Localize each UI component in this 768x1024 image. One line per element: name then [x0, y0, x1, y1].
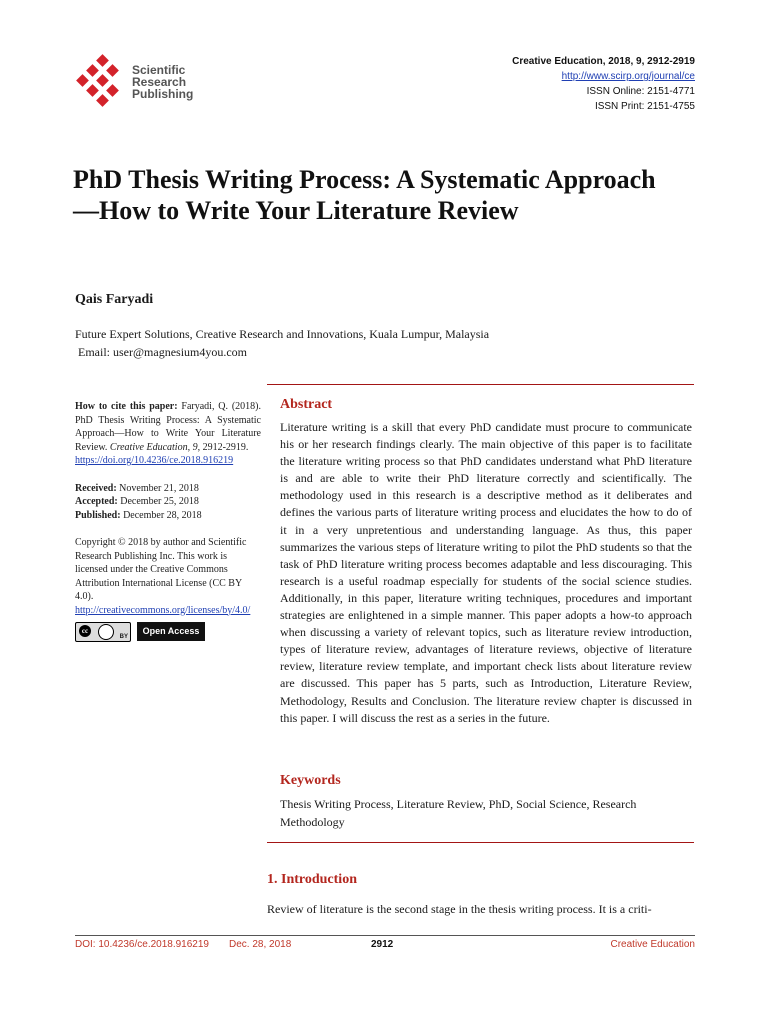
received-date: Received: November 21, 2018	[75, 482, 199, 494]
abstract-heading: Abstract	[280, 397, 333, 412]
article-sidebar	[75, 400, 261, 617]
journal-url-link[interactable]: http://www.scirp.org/journal/ce	[561, 71, 695, 82]
license-link[interactable]: http://creativecommons.org/licenses/by/4.0/	[75, 604, 251, 616]
issn-print: ISSN Print: 2151-4755	[594, 101, 695, 112]
published-date: Published: December 28, 2018	[75, 509, 202, 521]
cc-by-license-icon[interactable]: cc BY	[75, 622, 131, 642]
footer-doi: DOI: 10.4236/ce.2018.916219	[75, 939, 209, 950]
journal-info	[512, 54, 695, 114]
cite-label: How to cite this paper:	[75, 401, 178, 412]
cite-pages: 2912-2919.	[202, 441, 249, 453]
abstract-text: Literature writing is a skill that every PhD candidate must procure to communicate his or her research findings clearly. The main objective of this paper is to facilitate the literature writing process so that PhD candidates understand what PhD literature is and are able to write their PhD literature correctly and scientifically. The methodology used in this research is a descriptive method as it deliberates and defines the various parts of literature writing process and elucidates the how to do of it in a very unpretentious and understanding language. As thus, this paper summarizes the various steps of literature writing to pilot the PhD students so that the task of PhD literature writing process becomes adaptable and less discouraging. This research is a useful roadmap especially for students of the social science studies. Additionally, in this paper, literature writing techniques, procedures and important strategies are enlightened in a simple manner. This paper adopts a how-to approach when discussing a variety of relevant topics, such as literature review introduction, types of literature review, advantages of literature reviews, objective of literature review, literature review template, and important check lists about literature review are discussed. This paper has 5 parts, such as Introduction, Literature Review, Methodology, Results and Conclusion. The literature review chapter is discussed in this paper. I will discuss the rest as a series in the future.	[280, 420, 692, 725]
citation-block	[75, 400, 261, 468]
publisher-logo	[76, 54, 206, 114]
doi-link[interactable]: https://doi.org/10.4236/ce.2018.916219	[75, 455, 234, 466]
abstract-divider	[267, 384, 694, 385]
footer-divider	[75, 935, 695, 936]
footer-date: Dec. 28, 2018	[229, 939, 292, 950]
introduction-heading: 1. Introduction	[267, 872, 357, 887]
keywords-text: Thesis Writing Process, Literature Review, PhD, Social Science, Research Methodology	[280, 797, 637, 829]
cite-text: Faryadi, Q. (2018). PhD Thesis Writing Process: A Systematic Approach—How to Write Your Literature Review.	[75, 401, 261, 453]
author-name: Qais Faryadi	[75, 292, 154, 307]
article-title: PhD Thesis Writing Process: A Systematic Approach—How to Write Your Literature Review	[73, 165, 656, 225]
copyright-notice: Copyright © 2018 by author and Scientific Research Publishing Inc. This work is licensed under the Creative Commons Attribution International License (CC BY 4.0).	[75, 537, 247, 602]
license-badges	[75, 622, 275, 642]
publisher-name: Scientific Research Publishing	[132, 63, 194, 101]
footer-journal: Creative Education	[610, 939, 695, 950]
journal-citation: Creative Education, 2018, 9, 2912-2919	[512, 56, 695, 67]
keywords-heading: Keywords	[280, 773, 341, 788]
page-number: 2912	[371, 939, 394, 950]
issn-online: ISSN Online: 2151-4771	[586, 86, 695, 97]
author-email: Email: user@magnesium4you.com	[78, 345, 248, 359]
author-affiliation: Future Expert Solutions, Creative Research and Innovations, Kuala Lumpur, Malaysia	[75, 327, 490, 341]
cite-journal: Creative Education, 9,	[109, 441, 201, 453]
accepted-date: Accepted: December 25, 2018	[75, 496, 199, 507]
open-access-badge: Open Access	[137, 622, 205, 641]
scirp-diamond-icon	[76, 54, 130, 108]
keywords-divider	[267, 842, 694, 843]
introduction-text: Review of literature is the second stage in the thesis writing process. It is a criti-	[267, 902, 652, 916]
